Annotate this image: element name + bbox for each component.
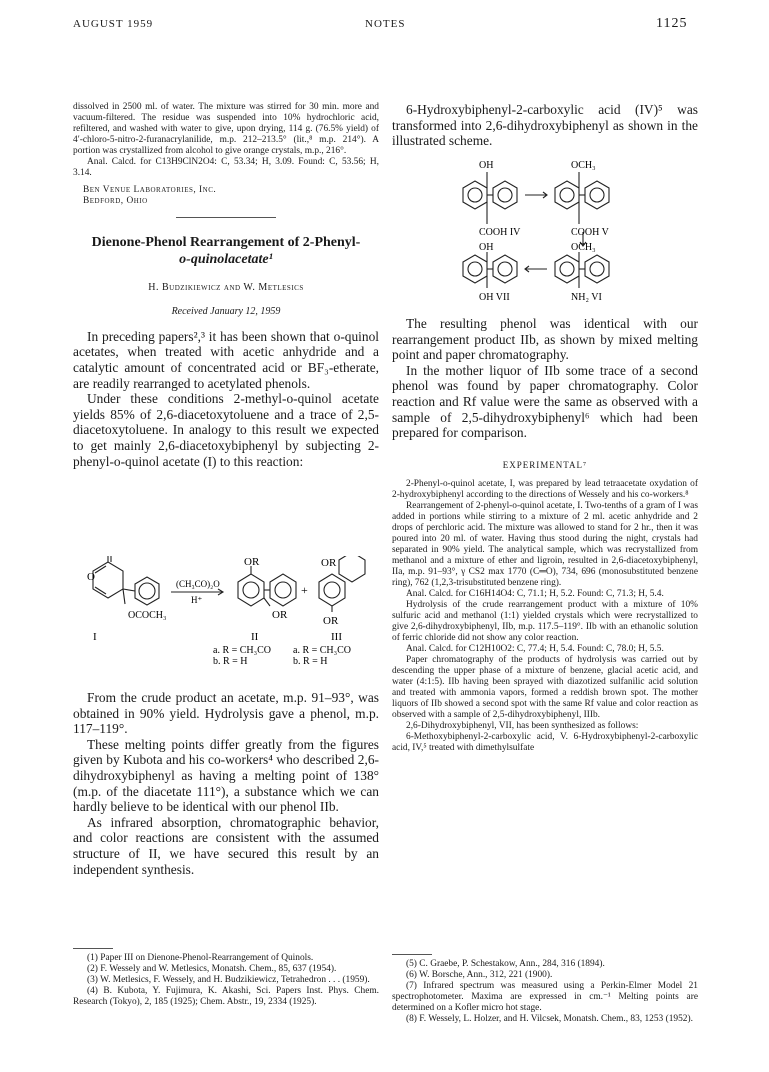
experimental-section bbox=[392, 460, 698, 754]
V-label: COOH V bbox=[571, 227, 609, 238]
rearrangement-scheme bbox=[73, 556, 383, 684]
VI-OCH3: OCH₃ bbox=[571, 242, 596, 253]
experimental-6: Paper chromatography of the products of hydrolysis was carried out by descending the upper phase of a mixture of benzene, glacial acetic acid, and water (4:1:5). IIb having been sprayed with diazotized sulfanilic acid solution and treated with ammonia vapors, formed a reddish brown spot. The mother liquors of IIb showed a second spot with the same Rf value and color reaction as observed with a sample of 2,5-dihydroxybiphenyl, IIIb. bbox=[392, 655, 698, 720]
experimental-4: Hydrolysis of the crude rearrangement product with a mixture of 10% sulfuric acid and methanol (1:1) yielded crystals which were recrystallized to give 2,6-dihydroxybiphenyl, IIb, m.p. 117.5–119°. IIb with an ethanolic solution of ferric chloride did not show any color reaction. bbox=[392, 600, 698, 643]
body-paragraph-1: In preceding papers²,³ it has been shown that o-quinol acetates, when treated with acetic anhydride and a catalytic amount of concentrated acid or BF₃-etherate, are readily rearranged to acetylated phenols. bbox=[73, 328, 379, 391]
ketone-O: O bbox=[87, 571, 95, 583]
II-OR-top: OR bbox=[244, 556, 260, 568]
label-II: II bbox=[251, 631, 259, 643]
article-title-line-2: o-quinolacetate¹ bbox=[179, 252, 273, 267]
IV-OH: OH bbox=[479, 160, 494, 171]
experimental-5: Anal. Calcd. for C12H10O2: C, 77.4; H, 5.4. Found: C, 78.0; H, 5.5. bbox=[406, 644, 664, 654]
synthesis-scheme bbox=[455, 158, 665, 308]
authors: H. Budzikiewicz and W. Metlesics bbox=[148, 282, 304, 293]
II-a-definition: a. R = CH₃CO bbox=[213, 645, 272, 656]
footnote-5: (5) C. Graebe, P. Schestakow, Ann., 284, 316 (1894). bbox=[406, 959, 605, 969]
body-paragraph-5: As infrared absorption, chromatographic behavior, and color reactions are consistent with the assumed structure of II, we have secured this result by an independent synthesis. bbox=[73, 814, 379, 877]
label-I: I bbox=[93, 631, 97, 643]
IV-label: COOH IV bbox=[479, 227, 521, 238]
left-column bbox=[73, 102, 379, 469]
footnote-6: (6) W. Borsche, Ann., 312, 221 (1900). bbox=[406, 970, 553, 980]
received-date: Received January 12, 1959 bbox=[171, 306, 281, 318]
reagent-acid: H⁺ bbox=[191, 595, 203, 605]
III-a-definition: a. R = CH₃CO bbox=[293, 645, 352, 656]
article-title-line-1: Dienone-Phenol Rearrangement of 2-Phenyl- bbox=[91, 235, 361, 250]
left-column-continued bbox=[73, 690, 379, 877]
continuation-text: dissolved in 2500 ml. of water. The mixture was stirred for 30 min. more and vacuum-filtered. The residue was suspended into 10% hydrochloric acid, refiltered, and washed with water to give, upon drying, 114 g. (76.5% yield) of 4′-chloro-5-nitro-2-furanacrylanilide, m.p. 212–213.5° (lit.,⁸ m.p. 214°). A portion was crystallized from alcohol to give orange crystals, m.p., 216°. bbox=[73, 102, 379, 156]
body-paragraph-2: Under these conditions 2-methyl-o-quinol acetate yields 85% of 2,6-diacetoxytoluene and a trace of 2,5-diacetoxytoluene. In analogy to this result we expected to get mainly 2,6-diacetoxybiphenyl by subjecting 2-phenyl-o-quinol acetate (I) to this reaction: bbox=[73, 391, 379, 469]
body-paragraph-3: From the crude product an acetate, m.p. 91–93°, was obtained in 90% yield. Hydrolysis gave a phenol, m.p. 117–119°. bbox=[73, 690, 379, 737]
II-OR-bottom: OR bbox=[272, 609, 288, 621]
experimental-3: Anal. Calcd. for C16H14O4: C, 71.1; H, 5.2. Found: C, 71.3; H, 5.4. bbox=[406, 589, 664, 599]
right-footnotes bbox=[392, 954, 698, 1025]
experimental-2: Rearrangement of 2-phenyl-o-quinol acetate, I. Two-tenths of a gram of I was added in portions while stirring to a mixture of 2 ml. acetic anhydride and 2 drops of perchloric acid. The mixture was allowed to stand for 2 hr., then it was poured into 20 ml. of water. Having thus stood during the night, crystals had separated in 90% yield. The analytical sample, which was recrystallized from methanol and a mixture of ether and ligroin, resulted in 2,6-diacetoxybiphenyl, IIa, m.p. 91–93°, γ CS2 max 1770 (C═O), 734, 696 (monosubstituted benzene ring), 762 (1,2,3-trisubstituted benzene ring). bbox=[392, 501, 698, 588]
footnote-7: (7) Infrared spectrum was measured using a Perkin-Elmer Model 21 spectrophotometer. Maxima are expressed in cm.⁻¹ Melting points are determined on a Kofler micro hot stage. bbox=[392, 981, 698, 1013]
separator-rule bbox=[176, 217, 276, 218]
experimental-heading: EXPERIMENTAL⁷ bbox=[502, 460, 588, 470]
running-head-left: AUGUST 1959 bbox=[73, 18, 154, 30]
right-intro bbox=[392, 102, 698, 149]
experimental-8: 6-Methoxybiphenyl-2-carboxylic acid, V. 6-Hydroxybiphenyl-2-carboxylic acid, IV,⁵ treated with dimethylsulfate bbox=[392, 732, 698, 753]
right-paragraph-3: In the mother liquor of IIb some trace of a second phenol was found by paper chromatography. Color reaction and Rf value were the same as observed with a sample of 2,5-dihydroxybiphenyl⁶ which had been prepared for comparison. bbox=[392, 362, 698, 441]
VI-label: NH₂ VI bbox=[571, 292, 602, 303]
VII-label: OH VII bbox=[479, 292, 510, 303]
ring-III-b bbox=[339, 556, 365, 582]
affiliation-line-2: Bedford, Ohio bbox=[83, 196, 148, 206]
right-paragraph-1: 6-Hydroxybiphenyl-2-carboxylic acid (IV)⁵ was transformed into 2,6-dihydroxybiphenyl as shown in the illustrated scheme. bbox=[392, 102, 698, 149]
right-paragraph-2: The resulting phenol was identical with our rearrangement product IIb, as shown by mixed melting point and paper chromatography. bbox=[392, 316, 698, 363]
left-footnotes bbox=[73, 948, 379, 1008]
experimental-1: 2-Phenyl-o-quinol acetate, I, was prepared by lead tetraacetate oxydation of 2-hydroxybiphenyl according to the directions of Wessely and his co-workers.⁸ bbox=[392, 479, 698, 500]
footnote-2: (2) F. Wessely and W. Metlesics, Monatsh. Chem., 85, 637 (1954). bbox=[87, 964, 337, 974]
svg-text:+: + bbox=[301, 583, 308, 597]
footnote-1: (1) Paper III on Dienone-Phenol-Rearrangement of Quinols. bbox=[87, 953, 314, 963]
quinol-ring-I bbox=[93, 562, 123, 598]
running-head-center: NOTES bbox=[365, 18, 406, 30]
footnote-8: (8) F. Wessely, L. Holzer, and H. Vilcsek, Monatsh. Chem., 83, 1253 (1952). bbox=[406, 1014, 693, 1024]
footnote-4: (4) B. Kubota, Y. Fujimura, K. Akashi, Sci. Papers Inst. Phys. Chem. Research (Tokyo), 2, 185 (1925); Chem. Abstr., 19, 2334 (1925). bbox=[73, 986, 379, 1007]
experimental-7: 2,6-Dihydroxybiphenyl, VII, has been synthesized as follows: bbox=[406, 721, 639, 731]
II-b-definition: b. R = H bbox=[213, 656, 248, 667]
label-III: III bbox=[331, 631, 342, 643]
III-OR-top: OR bbox=[321, 557, 337, 569]
acetoxy-group: OCOCH₃ bbox=[128, 610, 167, 621]
V-OCH3: OCH₃ bbox=[571, 160, 596, 171]
VII-OH-top: OH bbox=[479, 242, 494, 253]
right-body bbox=[392, 316, 698, 441]
ring-III-a bbox=[319, 574, 345, 606]
reagent-anhydride: (CH₃CO)₂O bbox=[176, 579, 220, 589]
body-paragraph-4: These melting points differ greatly from the figures given by Kubota and his co-workers⁴ who described 2,6-dihydroxybiphenyl as having a melting point of 138° (m.p. of the diacetate 111°), a substance which we can hardly believe to be identical with our phenol IIb. bbox=[73, 736, 379, 815]
affiliation-line-1: Ben Venue Laboratories, Inc. bbox=[83, 185, 217, 195]
III-OR-bottom: OR bbox=[323, 615, 339, 627]
ring-II-b bbox=[270, 574, 296, 606]
ring-II-a bbox=[238, 574, 264, 606]
footnote-3: (3) W. Metlesics, F. Wessely, and H. Budzikiewicz, Tetrahedron . . . (1959). bbox=[87, 975, 370, 985]
III-b-definition: b. R = H bbox=[293, 656, 328, 667]
page-number: 1125 bbox=[656, 16, 688, 31]
analysis-text: Anal. Calcd. for C13H9ClN2O4: C, 53.34; H, 3.09. Found: C, 53.56; H, 3.14. bbox=[73, 157, 379, 178]
